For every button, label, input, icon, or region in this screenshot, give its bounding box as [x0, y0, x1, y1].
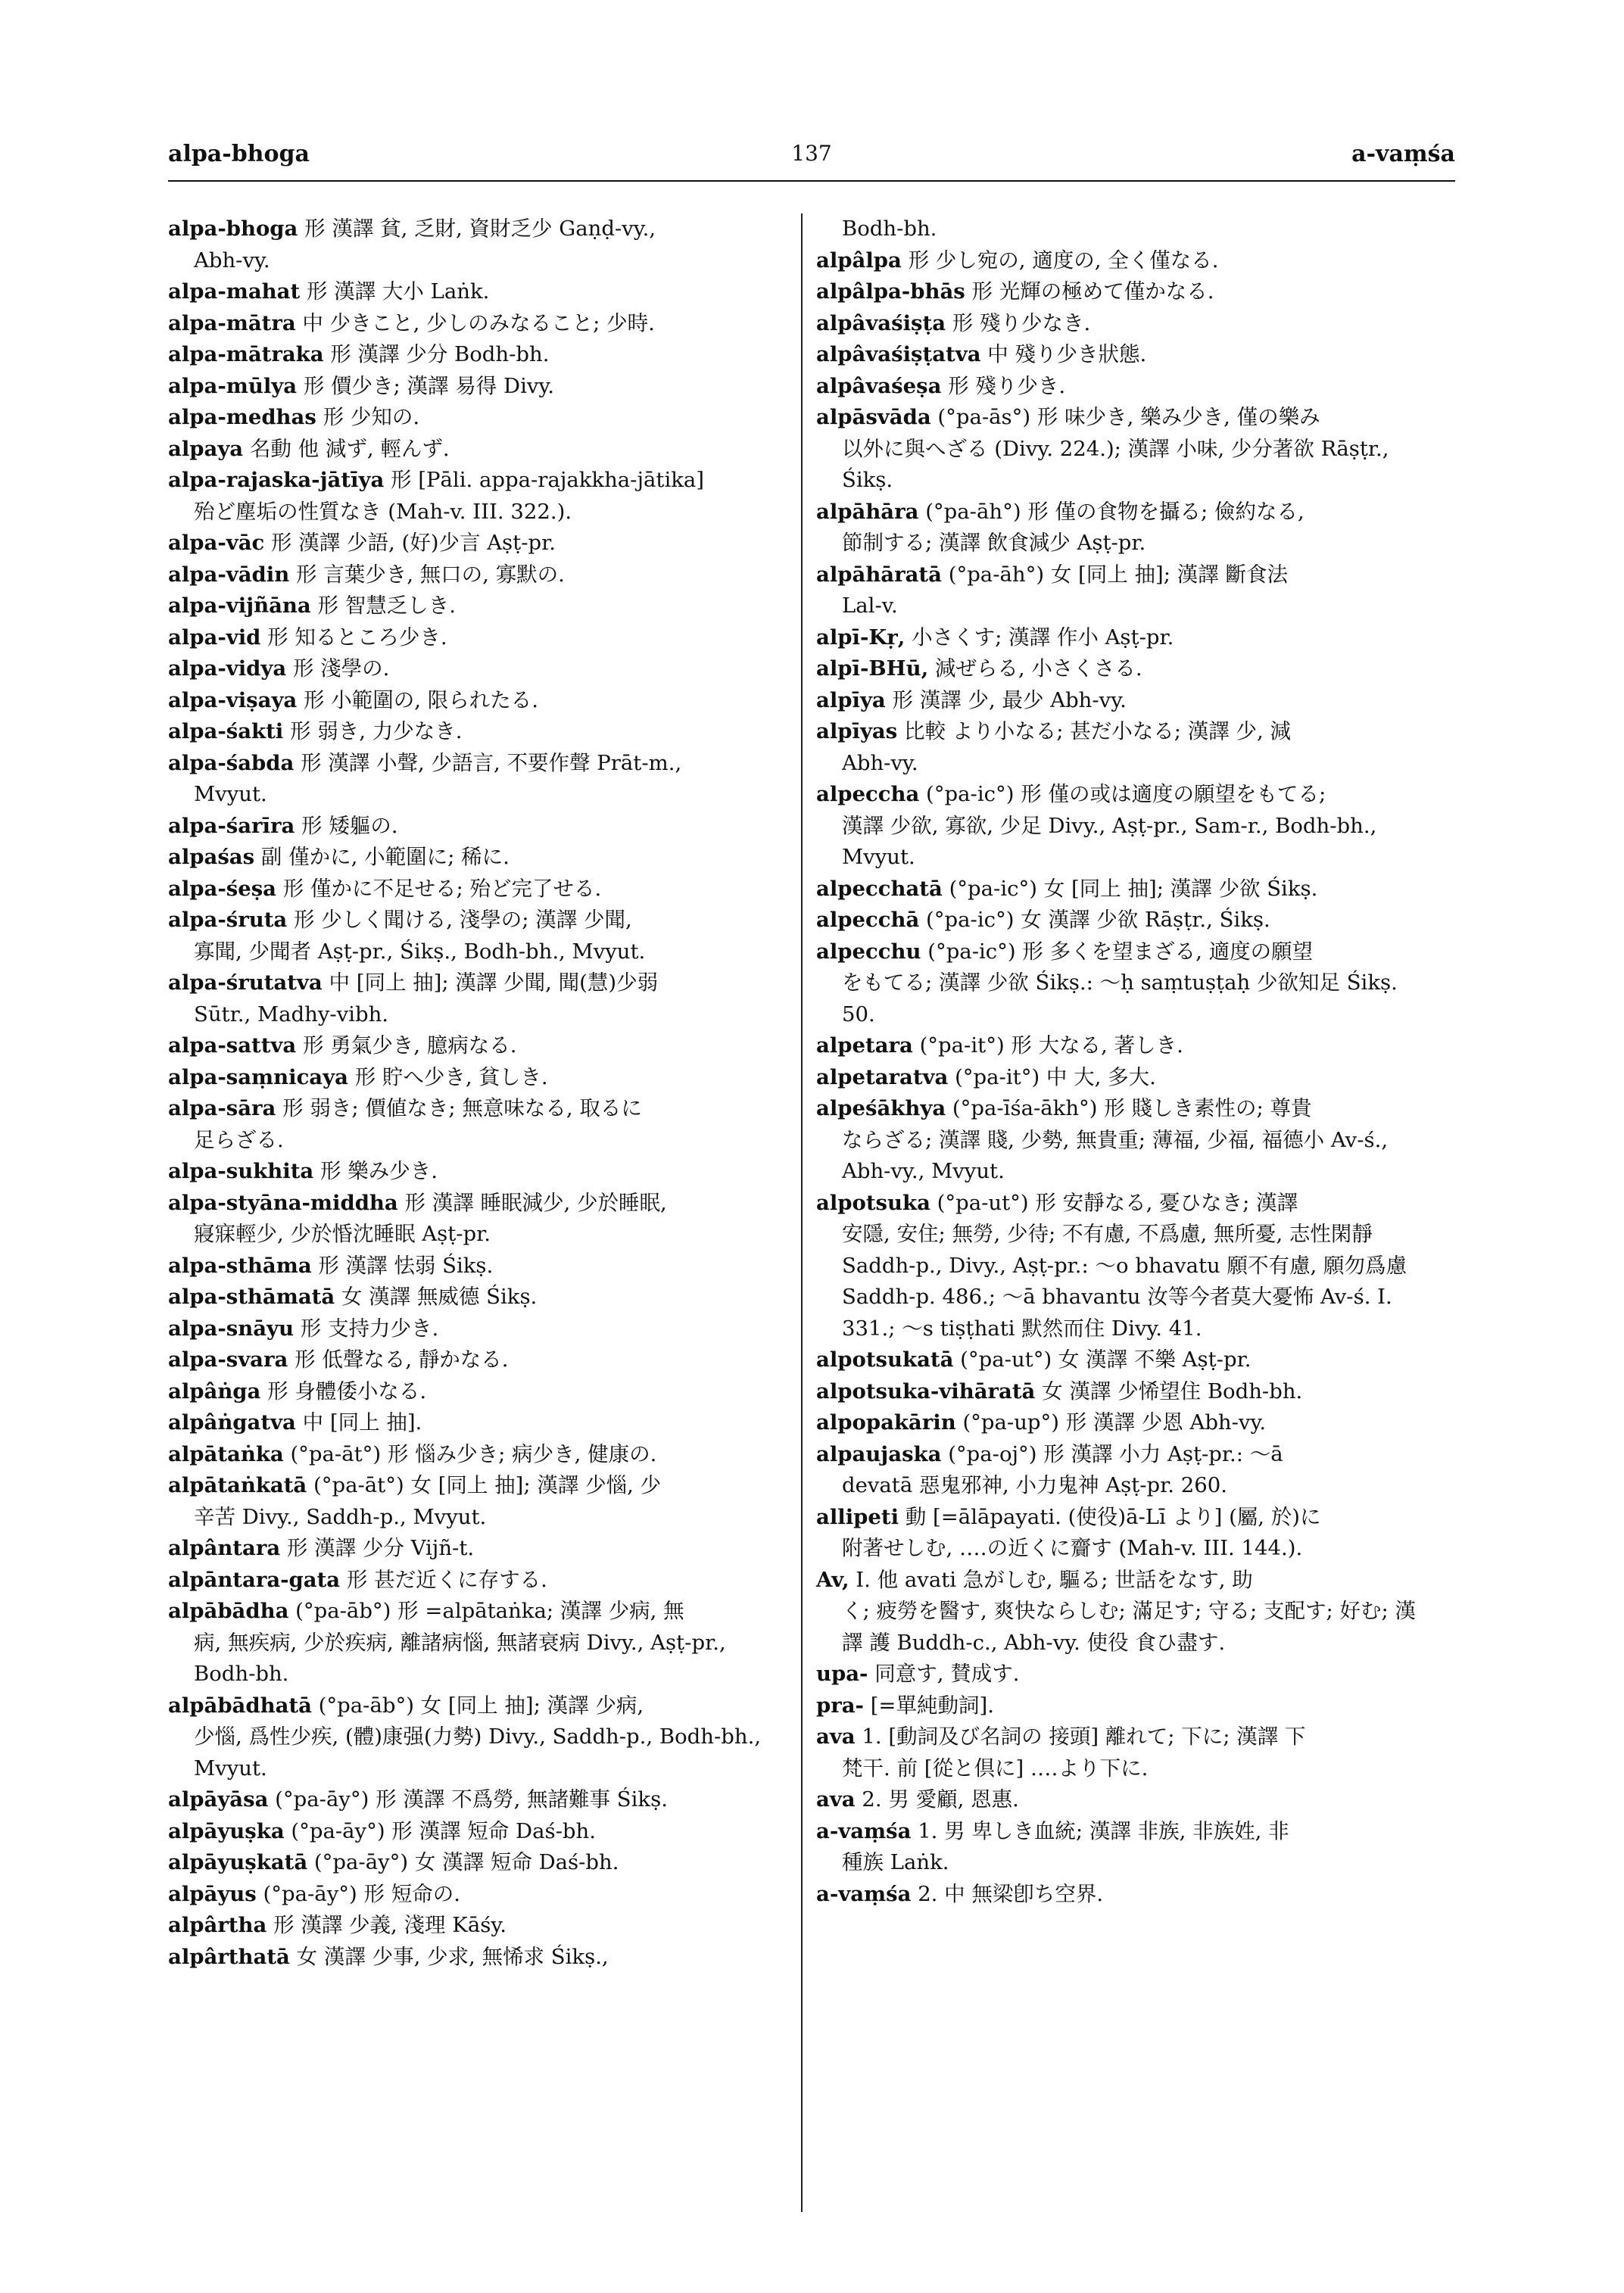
dictionary-entry [816, 1879, 1433, 1911]
dictionary-entry [816, 1062, 1433, 1094]
right-column [816, 213, 1433, 1910]
entry-headword: alpī-Kṛ, [816, 625, 906, 650]
entry-definition: 形 低聲なる, 靜かなる. [295, 1347, 509, 1372]
entry-definition: 比較 より小なる; 甚だ小なる; 漢譯 少, 減 [903, 719, 1291, 743]
dictionary-entry [168, 1910, 785, 1942]
entry-headword: alpātaṅka [168, 1441, 284, 1466]
dictionary-entry [168, 1282, 785, 1313]
entry-headword: a-vaṃśa [816, 1881, 912, 1906]
entry-continuation: ならざる; 漢譯 賤, 少勢, 無貴重; 薄福, 少福, 福德小 Av-ś., Abh-vy., Mvyut. [842, 1127, 1389, 1183]
entry-headword: alpīyas [816, 719, 898, 743]
entry-definition: 形 弱き; 價値なき; 無意味なる, 取るに [282, 1096, 642, 1120]
entry-headword: alpa-śrutatva [168, 970, 323, 995]
entry-headword: alpeśākhya [816, 1096, 946, 1120]
entry-definition: (°pa-āt°) 形 惱み少き; 病少き, 健康の. [290, 1441, 657, 1466]
entry-headword: alpāhāratā [816, 562, 942, 587]
dictionary-entry [168, 716, 785, 748]
dictionary-entry [816, 1093, 1433, 1188]
dictionary-entry [816, 1816, 1433, 1879]
entry-definition: 形 甚だ近くに存する. [346, 1567, 547, 1592]
dictionary-entry [168, 1093, 785, 1156]
dictionary-entry [816, 622, 1433, 654]
entry-definition: 形 少しく聞ける, 淺學の; 漢譯 少聞, [293, 908, 632, 932]
dictionary-entry [168, 842, 785, 874]
entry-continuation: 以外に與へざる (Divy. 224.); 漢譯 小味, 少分著欲 Rāṣṭr., Śikṣ. [842, 436, 1389, 492]
entry-headword: alpātaṅkatā [168, 1473, 307, 1497]
dictionary-entry [168, 1188, 785, 1251]
entry-definition: 名動 他 減ず, 輕んず. [249, 436, 450, 461]
entry-headword: alpa-vādin [168, 562, 290, 587]
dictionary-entry [168, 653, 785, 685]
entry-definition: 形 漢譯 少語, (好)少言 Aṣṭ-pr. [271, 531, 556, 555]
dictionary-entry [816, 779, 1433, 874]
entry-headword: pra- [816, 1693, 864, 1718]
entry-definition: 形 價少き; 漢譯 易得 Divy. [303, 373, 555, 398]
dictionary-entry [168, 967, 785, 1030]
dictionary-entry [816, 1376, 1433, 1408]
entry-headword: alpa-mūlya [168, 373, 298, 398]
entry-definition: 形 漢譯 怯弱 Śikṣ. [318, 1253, 494, 1278]
entry-definition: 形 淺學の. [292, 656, 390, 681]
entry-continuation: Abh-vy. [194, 248, 270, 273]
entry-headword: alpābādha [168, 1599, 289, 1623]
dictionary-entry [168, 465, 785, 528]
entry-headword: alpa-styāna-middha [168, 1190, 398, 1215]
dictionary-entry [816, 1439, 1433, 1502]
entry-definition: 小さくす; 漢譯 作小 Aṣṭ-pr. [912, 625, 1174, 650]
entry-definition: 形 智慧乏しき. [317, 594, 456, 618]
entry-continuation: 寢寐輕少, 少於惛沈睡眠 Aṣṭ-pr. [194, 1222, 491, 1246]
entry-headword: alpecchu [816, 939, 921, 964]
dictionary-entry [168, 622, 785, 654]
entry-headword: alpopakārin [816, 1410, 956, 1435]
dictionary-entry [816, 716, 1433, 779]
entry-definition: 中 殘り少き狀態. [987, 342, 1147, 366]
dictionary-entry [816, 402, 1433, 497]
entry-definition: (°pa-āy°) 形 漢譯 短命 Daś-bh. [291, 1818, 596, 1843]
entry-headword: alpâlpa [816, 248, 902, 273]
entry-continuation: をもてる; 漢譯 少欲 Śikṣ.: ～ḥ saṃtuṣṭaḥ 少欲知足 Śikṣ. 50. [842, 970, 1398, 1027]
entry-headword: alpârtha [168, 1913, 267, 1937]
entry-definition: 形 身體倭小なる. [267, 1379, 427, 1404]
entry-headword: alpotsuka [816, 1190, 930, 1215]
entry-headword: alpaya [168, 436, 244, 461]
entry-headword: alpa-svara [168, 1347, 288, 1372]
entry-headword: alpa-śarīra [168, 813, 295, 838]
dictionary-entry [168, 874, 785, 905]
dictionary-entry [168, 1062, 785, 1094]
dictionary-entry [816, 905, 1433, 936]
entry-headword: alpa-mātra [168, 310, 296, 335]
dictionary-entry [168, 685, 785, 717]
dictionary-entry [168, 1784, 785, 1816]
entry-definition: 女 漢譯 少悕望住 Bodh-bh. [1042, 1379, 1303, 1404]
entry-definition: (°pa-āy°) 形 短命の. [263, 1881, 460, 1906]
entry-headword: a-vaṃśa [816, 1818, 912, 1843]
entry-definition: 1. 男 卑しき血統; 漢譯 非族, 非族姓, 非 [918, 1818, 1289, 1843]
entry-definition: 1. [動詞及び名詞の 接頭] 離れて; 下に; 漢譯 下 [862, 1724, 1306, 1749]
dictionary-entry [816, 1784, 1433, 1816]
entry-headword: alpâṅgatva [168, 1410, 296, 1435]
entry-headword: alpâvaśeṣa [816, 373, 942, 398]
entry-definition: 形 漢譯 大小 Laṅk. [306, 279, 490, 304]
entry-definition: 動 [=ālāpayati. (使役)ā-Lī より] (屬, 於)に [905, 1504, 1321, 1529]
entry-headword: alpeccha [816, 782, 920, 806]
entry-definition: I. 他 avati 急がしむ, 驅る; 世話をなす, 助 [856, 1567, 1253, 1592]
dictionary-entry [816, 245, 1433, 277]
entry-continuation: 漢譯 少欲, 寡欲, 少足 Divy., Aṣṭ-pr., Sam-r., Bodh-bh., Mvyut. [842, 813, 1377, 869]
entry-headword: alpâvaśiṣṭatva [816, 342, 981, 366]
entry-headword: alpa-śabda [168, 750, 295, 775]
entry-definition: 女 漢譯 無威德 Śikṣ. [341, 1285, 538, 1309]
entry-continuation: devatā 惡鬼邪神, 小力鬼神 Aṣṭ-pr. 260. [842, 1473, 1227, 1497]
dictionary-entry [816, 1344, 1433, 1376]
dictionary-entry [168, 371, 785, 403]
entry-definition: 女 漢譯 少事, 少求, 無悕求 Śikṣ., [296, 1944, 609, 1969]
entry-definition: 形 貯へ少き, 貧しき. [354, 1064, 548, 1089]
entry-definition: 同意す, 賛成す. [874, 1662, 1020, 1686]
entry-continuation: Abh-vy. [842, 750, 918, 775]
entry-definition: 形 漢譯 小聲, 少語言, 不要作聲 Prāt-m., [301, 750, 682, 775]
dictionary-entry [816, 1030, 1433, 1062]
running-head-right: a-vaṃśa [1351, 141, 1455, 167]
entry-headword: Av, [816, 1567, 849, 1592]
entry-headword: alpa-viṣaya [168, 687, 298, 712]
entry-definition: 形 弱き, 力少なき. [289, 719, 463, 743]
entry-definition: (°pa-it°) 中 大, 多大. [955, 1064, 1156, 1089]
dictionary-entry [168, 1596, 785, 1690]
entry-definition: [=單純動詞]. [870, 1693, 994, 1718]
dictionary-entry [816, 936, 1433, 1031]
entry-continuation: く; 疲勞を醫す, 爽快ならしむ; 滿足す; 守る; 支配す; 好む; 漢譯 護 Buddh-c., Abh-vy. 使役 食ひ盡す. [842, 1599, 1417, 1655]
dictionary-entry [168, 276, 785, 308]
entry-continuation: 梵干. 前 [從と倶に] ‥‥より下に. [842, 1756, 1149, 1781]
dictionary-entry [816, 213, 1433, 245]
entry-headword: alpa-vid [168, 625, 261, 650]
entry-definition: 形 矮軀の. [301, 813, 398, 838]
entry-continuation: 附著せしむ, ‥‥の近くに齎す (Mah-v. III. 144.). [842, 1536, 1303, 1560]
dictionary-entry [816, 497, 1433, 559]
entry-definition: 2. 男 愛顧, 恩惠. [862, 1787, 1019, 1812]
dictionary-entry [168, 811, 785, 843]
entry-definition: (°pa-it°) 形 大なる, 著しき. [919, 1033, 1183, 1058]
entry-headword: upa- [816, 1662, 868, 1686]
entry-continuation: Mvyut. [194, 782, 267, 806]
dictionary-entry [816, 308, 1433, 340]
entry-definition: (°pa-ut°) 形 安靜なる, 憂ひなき; 漢譯 [937, 1190, 1298, 1215]
dictionary-entry [168, 1690, 785, 1785]
entry-headword: alpāyuṣka [168, 1818, 285, 1843]
entry-definition: 形 [Pāli. appa-rajakkha-jātika] [391, 468, 705, 492]
entry-definition: 形 支持力少き. [300, 1316, 439, 1341]
dictionary-entry [816, 371, 1433, 403]
dictionary-entry [816, 685, 1433, 717]
entry-definition: (°pa-āh°) 女 [同上 抽]; 漢譯 斷食法 [948, 562, 1289, 587]
entry-definition: 形 勇氣少き, 臆病なる. [302, 1033, 517, 1058]
dictionary-entry [816, 276, 1433, 308]
entry-headword: alpetaratva [816, 1064, 949, 1089]
dictionary-entry [168, 1847, 785, 1879]
entry-definition: (°pa-āy°) 形 漢譯 不爲勞, 無諸難事 Śikṣ. [275, 1787, 668, 1812]
dictionary-entry [816, 1721, 1433, 1784]
entry-continuation: 殆ど塵垢の性質なき (Mah-v. III. 322.). [194, 499, 572, 524]
entry-headword: alpāyus [168, 1881, 257, 1906]
entry-headword: alpârthatā [168, 1944, 290, 1969]
entry-definition: 形 漢譯 睡眠減少, 少於睡眠, [404, 1190, 667, 1215]
entry-definition: Bodh-bh. [842, 217, 937, 241]
dictionary-entry [168, 1942, 785, 1974]
entry-headword: alpīya [816, 687, 886, 712]
entry-headword: alpa-vidya [168, 656, 287, 681]
dictionary-entry [816, 559, 1433, 622]
dictionary-entry [168, 308, 785, 340]
dictionary-entry [816, 1659, 1433, 1690]
entry-continuation: 種族 Laṅk. [842, 1850, 949, 1874]
entry-continuation: Sūtr., Madhy-vibh. [194, 1002, 389, 1027]
dictionary-entry [168, 1407, 785, 1439]
entry-definition: 形 小範圍の, 限られたる. [304, 687, 538, 712]
entry-definition: 形 漢譯 少分 Bodh-bh. [330, 342, 550, 366]
entry-definition: (°pa-up°) 形 漢譯 少恩 Abh-vy. [962, 1410, 1267, 1435]
entry-continuation: 寡聞, 少聞者 Aṣṭ-pr., Śikṣ., Bodh-bh., Mvyut. [194, 939, 646, 964]
entry-headword: alpāhāra [816, 499, 919, 524]
entry-headword: alpecchatā [816, 876, 943, 901]
dictionary-entry [168, 1156, 785, 1188]
dictionary-entry [168, 1816, 785, 1848]
entry-headword: alpāsvāda [816, 405, 931, 429]
entry-headword: alpaśas [168, 845, 255, 869]
entry-definition: 形 殘り少なき. [952, 310, 1091, 335]
entry-definition: (°pa-ut°) 女 漢譯 不樂 Aṣṭ-pr. [960, 1347, 1252, 1372]
entry-continuation: Lal-v. [842, 594, 898, 618]
entry-headword: alpāyāsa [168, 1787, 269, 1812]
entry-headword: alpa-sāra [168, 1096, 276, 1120]
entry-definition: (°pa-āb°) 女 [同上 抽]; 漢譯 少病, [318, 1693, 644, 1718]
entry-definition: 形 知るところ少き. [267, 625, 447, 650]
entry-definition: (°pa-īśa-ākh°) 形 賤しき素性の; 尊貴 [952, 1096, 1312, 1120]
dictionary-entry [168, 1251, 785, 1282]
left-column [168, 213, 785, 1973]
dictionary-entry [168, 402, 785, 434]
dictionary-entry [168, 1533, 785, 1565]
dictionary-entry [816, 339, 1433, 371]
entry-definition: 中 [同上 抽]; 漢譯 少聞, 聞(慧)少弱 [329, 970, 659, 995]
entry-headword: alpa-sthāma [168, 1253, 312, 1278]
entry-headword: alpa-vāc [168, 531, 265, 555]
entry-definition: 形 少知の. [323, 405, 420, 429]
running-head-left: alpa-bhoga [168, 141, 310, 167]
dictionary-entry [816, 1188, 1433, 1345]
dictionary-entry [816, 874, 1433, 905]
dictionary-entry [816, 653, 1433, 685]
entry-definition: 副 僅かに, 小範圍に; 稀に. [260, 845, 510, 869]
entry-definition: 形 漢譯 少, 最少 Abh-vy. [892, 687, 1127, 712]
dictionary-entry [168, 528, 785, 559]
entry-headword: alpa-mahat [168, 279, 301, 304]
entry-headword: alpa-vijñāna [168, 594, 311, 618]
dictionary-entry [168, 559, 785, 591]
entry-definition: 形 漢譯 貧, 乏財, 資財乏少 Gaṇḍ-vy., [304, 217, 656, 241]
dictionary-entry [168, 905, 785, 967]
entry-headword: allipeti [816, 1504, 899, 1529]
page-number: 137 [791, 141, 832, 166]
entry-headword: alpa-sthāmatā [168, 1285, 335, 1309]
entry-headword: alpecchā [816, 908, 920, 932]
entry-headword: alpa-saṃnicaya [168, 1064, 348, 1089]
entry-continuation: 少惱, 爲性少疾, (體)康强(力勢) Divy., Saddh-p., Bodh-bh., Mvyut. [194, 1724, 762, 1781]
entry-definition: (°pa-āb°) 形 =alpātaṅka; 漢譯 少病, 無 [295, 1599, 684, 1623]
entry-continuation: 辛苦 Divy., Saddh-p., Mvyut. [194, 1504, 487, 1529]
entry-headword: alpa-bhoga [168, 217, 298, 241]
entry-headword: alpa-sattva [168, 1033, 297, 1058]
entry-definition: (°pa-ic°) 形 僅の或は適度の願望をもてる; [926, 782, 1326, 806]
entry-headword: alpaujaska [816, 1441, 942, 1466]
entry-headword: alpa-sukhita [168, 1159, 314, 1183]
entry-definition: 形 殘り少き. [948, 373, 1066, 398]
entry-headword: alpābādhatā [168, 1693, 312, 1718]
entry-definition: 形 漢譯 少分 Vijñ-t. [286, 1536, 475, 1560]
dictionary-entry [168, 213, 785, 276]
entry-definition: (°pa-ās°) 形 味少き, 樂み少き, 僅の樂み [937, 405, 1320, 429]
entry-continuation: 節制する; 漢譯 飲食減少 Aṣṭ-pr. [842, 531, 1146, 555]
entry-headword: ava [816, 1724, 856, 1749]
entry-definition: 形 少し宛の, 適度の, 全く僅なる. [908, 248, 1219, 273]
entry-definition: 中 少きこと, 少しのみなること; 少時. [302, 310, 655, 335]
entry-definition: 形 僅かに不足せる; 殆ど完了せる. [282, 876, 602, 901]
entry-headword: alpa-rajaska-jātīya [168, 468, 385, 492]
dictionary-entry [168, 1879, 785, 1911]
dictionary-entry [816, 1565, 1433, 1659]
entry-headword: alpa-śruta [168, 908, 288, 932]
entry-definition: 形 光輝の極めて僅かなる. [971, 279, 1214, 304]
column-divider [801, 213, 803, 2212]
entry-headword: alpâlpa-bhās [816, 279, 965, 304]
dictionary-entry [168, 748, 785, 811]
dictionary-entry [168, 1344, 785, 1376]
dictionary-entry [168, 339, 785, 371]
entry-headword: alpâṅga [168, 1379, 261, 1404]
entry-headword: alpa-medhas [168, 405, 316, 429]
dictionary-entry [816, 1502, 1433, 1565]
entry-headword: alpântara [168, 1536, 281, 1560]
entry-definition: (°pa-oj°) 形 漢譯 小力 Aṣṭ-pr.: ～ā [948, 1441, 1283, 1466]
entry-continuation: 足らざる. [194, 1127, 284, 1152]
dictionary-entry [168, 434, 785, 466]
entry-headword: ava [816, 1787, 856, 1812]
entry-headword: alpa-śeṣa [168, 876, 277, 901]
page-header [168, 141, 1455, 182]
entry-headword: alpotsukatā [816, 1347, 954, 1372]
entry-definition: 形 言葉少き, 無口の, 寡默の. [295, 562, 565, 587]
entry-definition: 中 [同上 抽]. [302, 1410, 422, 1435]
dictionary-entry [168, 1565, 785, 1597]
entry-definition: (°pa-ic°) 女 [同上 抽]; 漢譯 少欲 Śikṣ. [949, 876, 1318, 901]
entry-definition: 2. 中 無梁卽ち空界. [918, 1881, 1104, 1906]
entry-headword: alpī-BHū, [816, 656, 929, 681]
entry-headword: alpa-snāyu [168, 1316, 294, 1341]
entry-headword: alpāntara-gata [168, 1567, 341, 1592]
dictionary-entry [816, 1407, 1433, 1439]
entry-definition: (°pa-āt°) 女 [同上 抽]; 漢譯 少惱, 少 [313, 1473, 662, 1497]
entry-definition: 形 樂み少き. [320, 1159, 438, 1183]
entry-headword: alpotsuka-vihāratā [816, 1379, 1036, 1404]
entry-headword: alpāyuṣkatā [168, 1850, 308, 1874]
entry-definition: 形 漢譯 少義, 淺理 Kāśy. [273, 1913, 507, 1937]
dictionary-entry [168, 590, 785, 622]
entry-definition: 減ぜらる, 小さくさる. [934, 656, 1142, 681]
dictionary-entry [168, 1313, 785, 1345]
entry-definition: (°pa-ic°) 女 漢譯 少欲 Rāṣṭr., Śikṣ. [926, 908, 1270, 932]
entry-continuation: 病, 無疾病, 少於疾病, 離諸病惱, 無諸衰病 Divy., Aṣṭ-pr., Bodh-bh. [194, 1630, 726, 1686]
entry-definition: (°pa-ic°) 形 多くを望まざる, 適度の願望 [927, 939, 1314, 964]
entry-headword: alpa-mātraka [168, 342, 324, 366]
entry-continuation: 安隱, 安住; 無勞, 少待; 不有慮, 不爲慮, 無所憂, 志性閑靜 Saddh-p., Divy., Aṣṭ-pr.: ～o bhavatu 願不有慮, 願勿爲慮 Saddh-p. 486.; ～ā bhavantu 汝等今者莫大憂怖 Av-ś. I. 331.; ～s tiṣṭhati 默然而住 Divy. 41. [842, 1222, 1407, 1341]
dictionary-entry [816, 1690, 1433, 1722]
entry-headword: alpâvaśiṣṭa [816, 310, 946, 335]
entry-definition: (°pa-āh°) 形 僅の食物を攝る; 儉約なる, [925, 499, 1304, 524]
dictionary-entry [168, 1439, 785, 1471]
dictionary-entry [168, 1470, 785, 1533]
entry-headword: alpetara [816, 1033, 913, 1058]
dictionary-entry [168, 1376, 785, 1408]
dictionary-entry [168, 1030, 785, 1062]
entry-definition: (°pa-āy°) 女 漢譯 短命 Daś-bh. [313, 1850, 619, 1874]
entry-headword: alpa-śakti [168, 719, 284, 743]
